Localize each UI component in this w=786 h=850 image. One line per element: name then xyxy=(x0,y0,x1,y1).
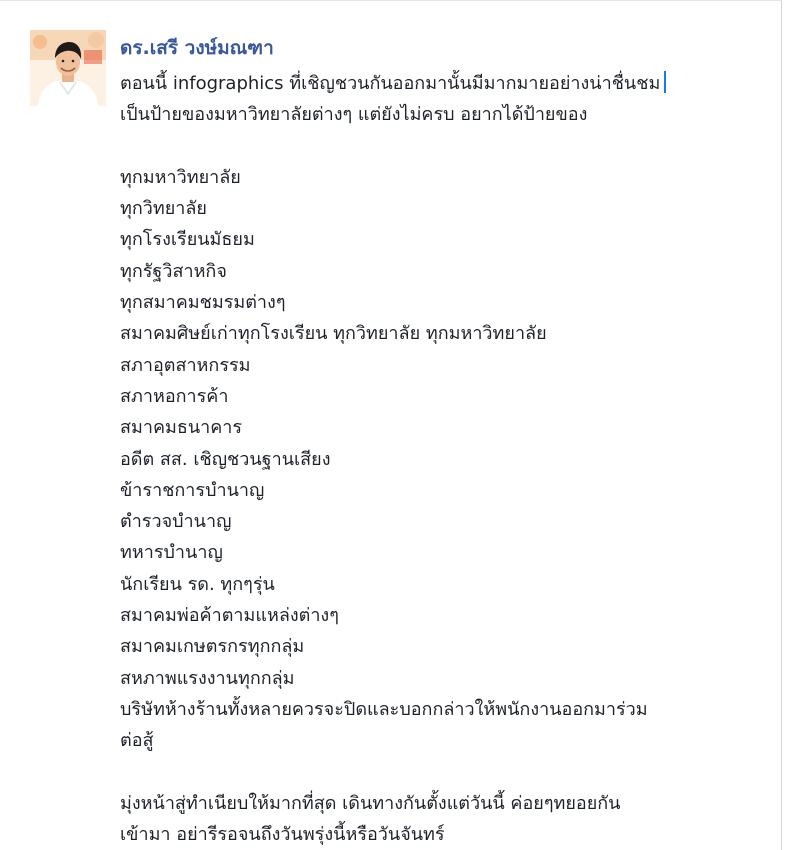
list-item: ทุกวิทยาลัย xyxy=(120,198,207,220)
list-item: สมาคมเกษตรกรทุกกลุ่ม xyxy=(120,636,305,658)
list-item: ต่อสู้ xyxy=(120,730,154,752)
list-item: ทุกมหาวิทยาลัย xyxy=(120,166,241,188)
list-item: สหภาพแรงงานทุกกลุ่ม xyxy=(120,667,295,689)
list-item: ทุกสมาคมชมรมต่างๆ xyxy=(120,292,286,314)
profile-photo-icon[interactable] xyxy=(30,30,106,106)
post-text: ตอนนี้ infographics ที่เชิญชวนกันออกมานั้นมีมากมายอย่างน่าชื่นชม xyxy=(120,73,661,94)
post-top-border xyxy=(0,0,782,1)
list-item: สมาคมพ่อค้าตามแหล่งต่างๆ xyxy=(120,605,339,627)
list-item: สมาคมธนาคาร xyxy=(120,417,243,439)
post-line xyxy=(120,68,760,99)
list-item: ทุกโรงเรียนมัธยม xyxy=(120,229,255,251)
post-content xyxy=(120,68,760,850)
list-item: ทุกรัฐวิสาหกิจ xyxy=(120,260,227,282)
post-line: เข้ามา อย่ารีรอจนถึงวันพรุ่งนี้หรือวันจันทร์ xyxy=(120,824,445,846)
list-item: สมาคมศิษย์เก่าทุกโรงเรียน ทุกวิทยาลัย ทุกมหาวิทยาลัย xyxy=(120,323,547,345)
list-item: อดีต สส. เชิญชวนฐานเสียง xyxy=(120,448,331,470)
post-line: เป็นป้ายของมหาวิทยาลัยต่างๆ แต่ยังไม่ครบ อยากได้ป้ายของ xyxy=(120,104,588,126)
author-name-link[interactable]: ดร.เสรี วงษ์มณฑา xyxy=(120,37,274,59)
list-item: สภาอุตสาหกรรม xyxy=(120,354,251,376)
list-item: สภาหอการค้า xyxy=(120,385,229,407)
list-item: ทหารบำนาญ xyxy=(120,542,223,564)
list-item: ตำรวจบำนาญ xyxy=(120,511,232,533)
text-cursor xyxy=(664,71,666,93)
list-item: นักเรียน รด. ทุกๆรุ่น xyxy=(120,573,275,595)
blank-line xyxy=(120,131,760,162)
list-item: บริษัทห้างร้านทั้งหลายควรจะปิดและบอกกล่าวให้พนักงานออกมาร่วม xyxy=(120,698,648,720)
list-item: ข้าราชการบำนาญ xyxy=(120,479,265,501)
post-line: มุ่งหน้าสู่ทำเนียบให้มากที่สุด เดินทางกันตั้งแต่วันนี้ ค่อยๆทยอยกัน xyxy=(120,792,621,814)
blank-line xyxy=(120,757,760,788)
